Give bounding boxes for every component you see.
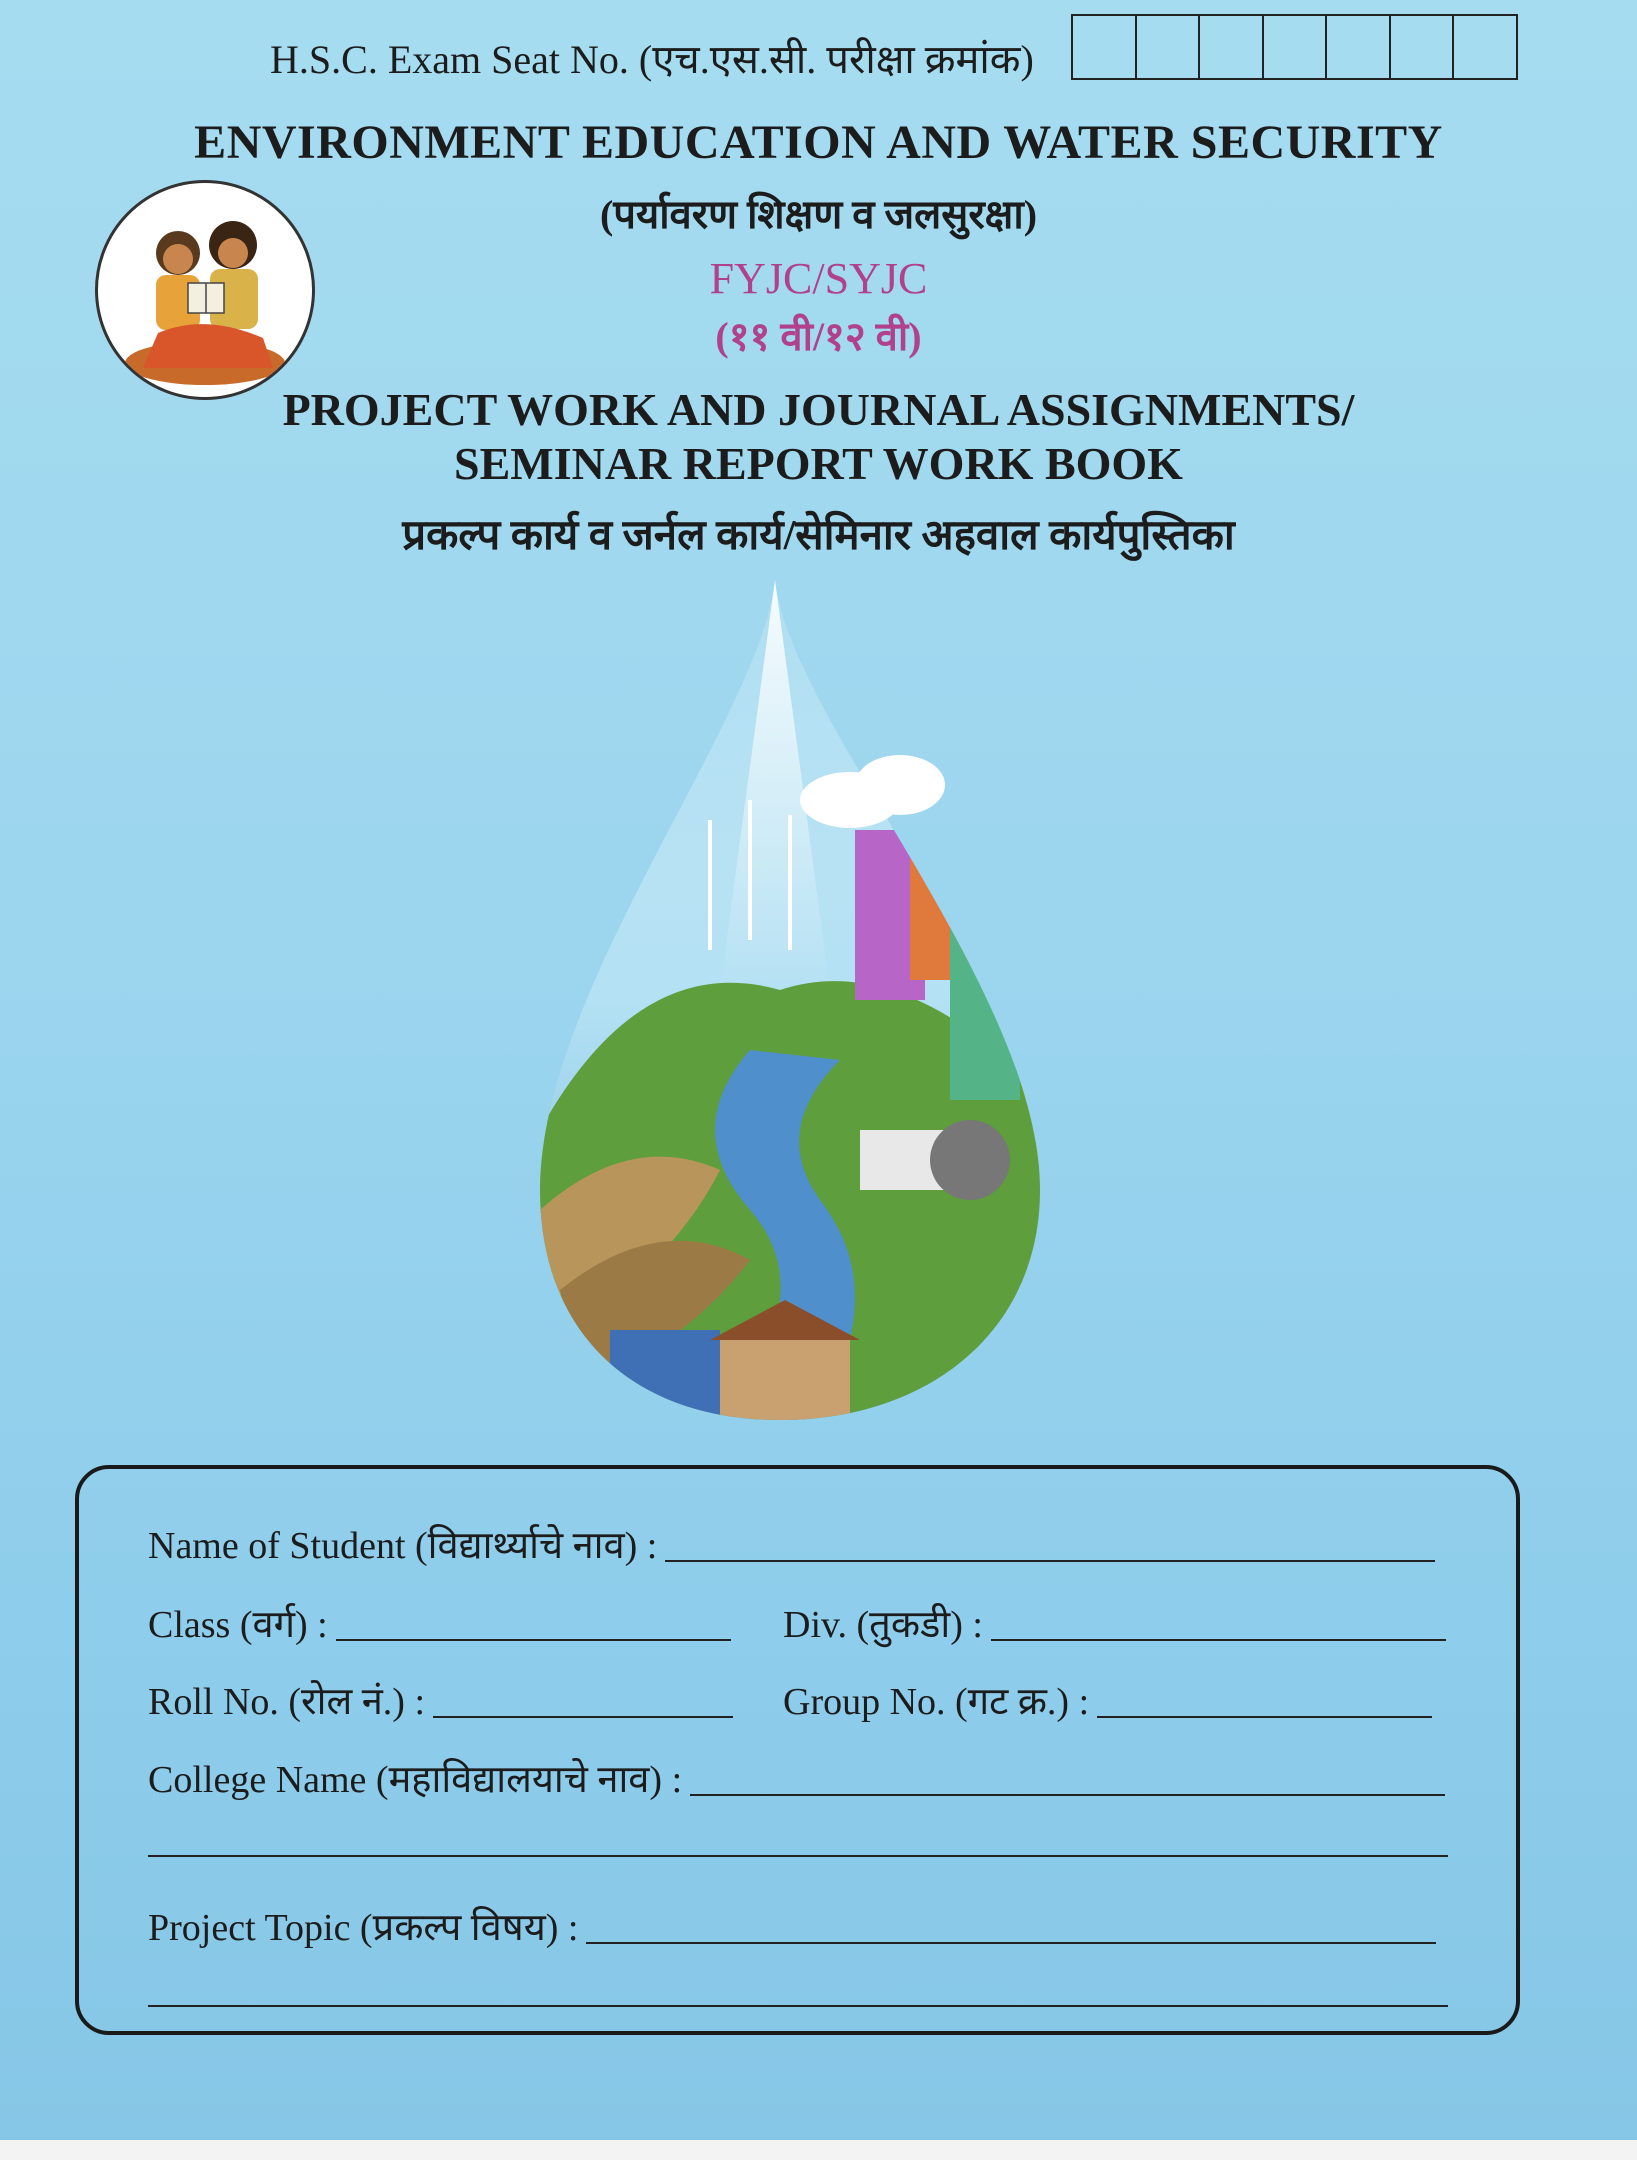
workbook-title-line1: PROJECT WORK AND JOURNAL ASSIGNMENTS/ xyxy=(282,384,1355,435)
class-level: FYJC/SYJC xyxy=(709,254,928,303)
exam-seat-label: H.S.C. Exam Seat No. (एच.एस.सी. परीक्षा क्रमांक) xyxy=(270,36,1034,82)
exam-seat-boxes[interactable] xyxy=(1071,14,1518,80)
student-name-label: Name of Student (विद्यार्थ्याचे नाव) : xyxy=(148,1525,658,1567)
student-name-input-line[interactable] xyxy=(665,1560,1435,1562)
seat-digit-box[interactable] xyxy=(1391,16,1455,78)
project-topic-input-line-2[interactable] xyxy=(148,2005,1448,2007)
class-input-line[interactable] xyxy=(336,1639,731,1641)
group-number-field[interactable] xyxy=(783,1674,1432,1726)
exam-seat-row xyxy=(270,22,1050,92)
project-topic-input-line[interactable] xyxy=(586,1942,1436,1944)
group-number-label: Group No. (गट क्र.) : xyxy=(783,1681,1090,1723)
roll-number-label: Roll No. (रोल नं.) : xyxy=(148,1681,426,1723)
project-topic-label: Project Topic (प्रकल्प विषय) : xyxy=(148,1907,579,1949)
seat-digit-box[interactable] xyxy=(1327,16,1391,78)
seat-digit-box[interactable] xyxy=(1264,16,1328,78)
roll-number-input-line[interactable] xyxy=(433,1716,733,1718)
college-name-field[interactable] xyxy=(148,1752,1445,1804)
group-number-input-line[interactable] xyxy=(1097,1716,1432,1718)
college-name-input-line-2[interactable] xyxy=(148,1855,1448,1857)
water-drop-illustration xyxy=(520,570,1080,1450)
seat-digit-box[interactable] xyxy=(1200,16,1264,78)
page-edge xyxy=(0,2140,1637,2160)
college-name-label: College Name (महाविद्यालयाचे नाव) : xyxy=(148,1759,683,1801)
workbook-title-line2: SEMINAR REPORT WORK BOOK xyxy=(454,438,1183,489)
main-title: ENVIRONMENT EDUCATION AND WATER SECURITY xyxy=(194,116,1443,169)
class-label: Class (वर्ग) : xyxy=(148,1604,328,1646)
seat-digit-box[interactable] xyxy=(1454,16,1516,78)
division-field[interactable] xyxy=(783,1597,1446,1649)
project-topic-field[interactable] xyxy=(148,1900,1436,1952)
roll-number-field[interactable] xyxy=(148,1674,733,1726)
division-input-line[interactable] xyxy=(991,1639,1446,1641)
class-level-marathi: (११ वी/१२ वी) xyxy=(715,314,922,359)
student-name-field[interactable] xyxy=(148,1518,1435,1570)
main-title-marathi: (पर्यावरण शिक्षण व जलसुरक्षा) xyxy=(599,192,1038,237)
college-name-input-line[interactable] xyxy=(690,1794,1445,1796)
seat-digit-box[interactable] xyxy=(1073,16,1137,78)
division-label: Div. (तुकडी) : xyxy=(783,1604,983,1646)
class-field[interactable] xyxy=(148,1597,731,1649)
seat-digit-box[interactable] xyxy=(1137,16,1201,78)
workbook-title-marathi: प्रकल्प कार्य व जर्नल कार्य/सेमिनार अहवाल कार्यपुस्तिका xyxy=(402,513,1235,559)
